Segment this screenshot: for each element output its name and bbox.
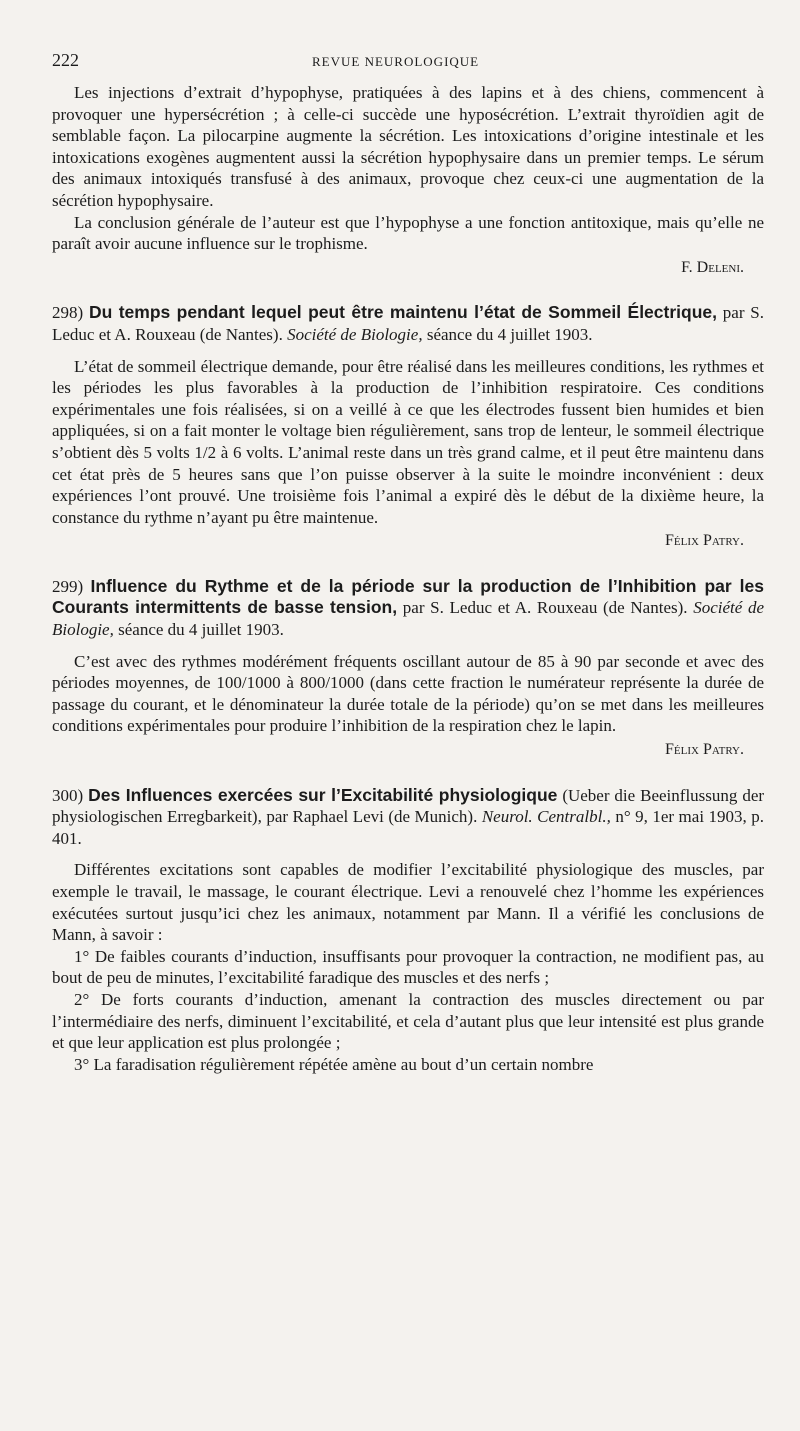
paragraph: 2° De forts courants d’induction, amenant la contraction des muscles directement ou par l’intermédiaire des nerfs, diminuent l’excitabilité, et cela d’autant plus que leur intensité est plus grande et que leur application est plus prolongée ; xyxy=(52,989,764,1053)
page-body xyxy=(52,82,764,1075)
article-number: 298) xyxy=(52,303,84,323)
article-title: Du temps pendant lequel peut être maintenu l’état de Sommeil Électrique, xyxy=(88,302,717,323)
paragraph: 1° De faibles courants d’induction, insuffisants pour provoquer la contraction, ne modifient pas, au bout de peu de minutes, l’excitabilité faradique des muscles et des nerfs ; xyxy=(52,946,764,988)
article-source: Société de Biologie, xyxy=(52,598,765,640)
running-header xyxy=(52,50,764,82)
author-signature: F. Deleni. xyxy=(681,258,744,276)
page-number: 222 xyxy=(52,50,79,70)
paragraph: 3° La faradisation régulièrement répétée amène au bout d’un certain nombre xyxy=(74,1054,594,1074)
article-heading xyxy=(52,302,764,345)
author-signature: Félix Patry. xyxy=(665,741,744,759)
article-number: 300) xyxy=(52,785,84,805)
article-date: séance du 4 juillet 1903. xyxy=(426,324,593,344)
article-299 xyxy=(52,576,764,761)
article-heading xyxy=(52,785,764,850)
article-number: 299) xyxy=(52,576,84,596)
paragraph: L’état de sommeil électrique demande, pour être réalisé dans les meilleures conditions, les rythmes et les périodes les plus favorables à la production de l’inhibition respiratoire. Ces conditions expérimentales une fois réalisées, si on a veillé à ce que les électrodes fussent bien humides et bien appliquées, si on a fait monter le voltage bien régulièrement, sans trop de lenteur, le sommeil électrique s’obtient dès 5 volts 1/2 à 6 volts. L’animal reste dans un très grand calme, et il peut être maintenu dans cet état près de 5 heures sans que l’on puisse observer à la suite le moindre inconvénient : deux expériences l’ont prouvé. Une troisième fois l’animal a expiré dès le début de la dixième heure, la constance du rythme n’ayant pu être maintenue. xyxy=(52,356,764,527)
paragraph: C’est avec des rythmes modérément fréquents oscillant autour de 85 à 90 par seconde et avec des périodes moyennes, de 100/1000 à 800/1000 (dans cette fraction le numérateur représente la durée de passage du courant, et le dénominateur la durée totale de la période) qu’on se met dans les meilleures conditions expérimentales pour produire l’inhibition de la respiration chez le lapin. xyxy=(52,651,764,736)
article-source: Neurol. Centralbl., xyxy=(481,807,611,827)
paragraph: Différentes excitations sont capables de modifier l’excitabilité physiologique des muscles, par exemple le travail, le massage, le courant électrique. Levi a renouvelé chez l’homme les expériences exécutées surtout jusqu’ici chez les animaux, notamment par Mann. Il a vérifié les conclusions de Mann, à savoir : xyxy=(52,860,764,945)
intro-section xyxy=(52,82,764,278)
author-signature: Félix Patry. xyxy=(665,532,744,550)
article-title: Des Influences exercées sur l’Excitabilité physiologique xyxy=(88,784,558,805)
article-authors: par S. Leduc et A. Rouxeau (de Nantes). xyxy=(402,598,688,618)
article-title: Influence du Rythme et de la période sur la production de l’Inhibition par les Courants intermittents de basse tension, xyxy=(52,575,765,618)
article-298 xyxy=(52,302,764,552)
article-heading xyxy=(52,576,764,641)
paragraph: Les injections d’extrait d’hypophyse, pratiquées à des lapins et à des chiens, commencent à provoquer une hypersécrétion ; à celle-ci succède une hyposécrétion. L’extrait thyroïdien agit de semblable façon. La pilocarpine augmente la sécrétion. Les intoxications d’origine intestinale et les intoxications exogènes augmentent aussi la sécrétion hypophysaire dans un premier temps. Le sérum des animaux intoxiqués transfusé à des animaux, provoque chez ceux-ci une augmentation de la sécrétion hypophysaire. xyxy=(52,83,764,210)
article-source: Société de Biologie, xyxy=(287,324,423,344)
article-authors: par S. Leduc et A. Rouxeau (de Nantes). xyxy=(52,303,764,344)
article-date: séance du 4 juillet 1903. xyxy=(118,620,284,640)
paragraph: La conclusion générale de l’auteur est que l’hypophyse a une fonction antitoxique, mais qu’elle ne paraît avoir aucune influence sur le trophisme. xyxy=(52,212,764,254)
article-authors: (Ueber die Beeinflussung der physiologischen Erregbarkeit), par Raphael Levi (de Munich). xyxy=(52,785,765,827)
article-date: n° 9, 1er mai 1903, p. 401. xyxy=(52,807,765,848)
journal-title: REVUE NEUROLOGIQUE xyxy=(312,54,480,69)
article-300 xyxy=(52,785,764,1076)
